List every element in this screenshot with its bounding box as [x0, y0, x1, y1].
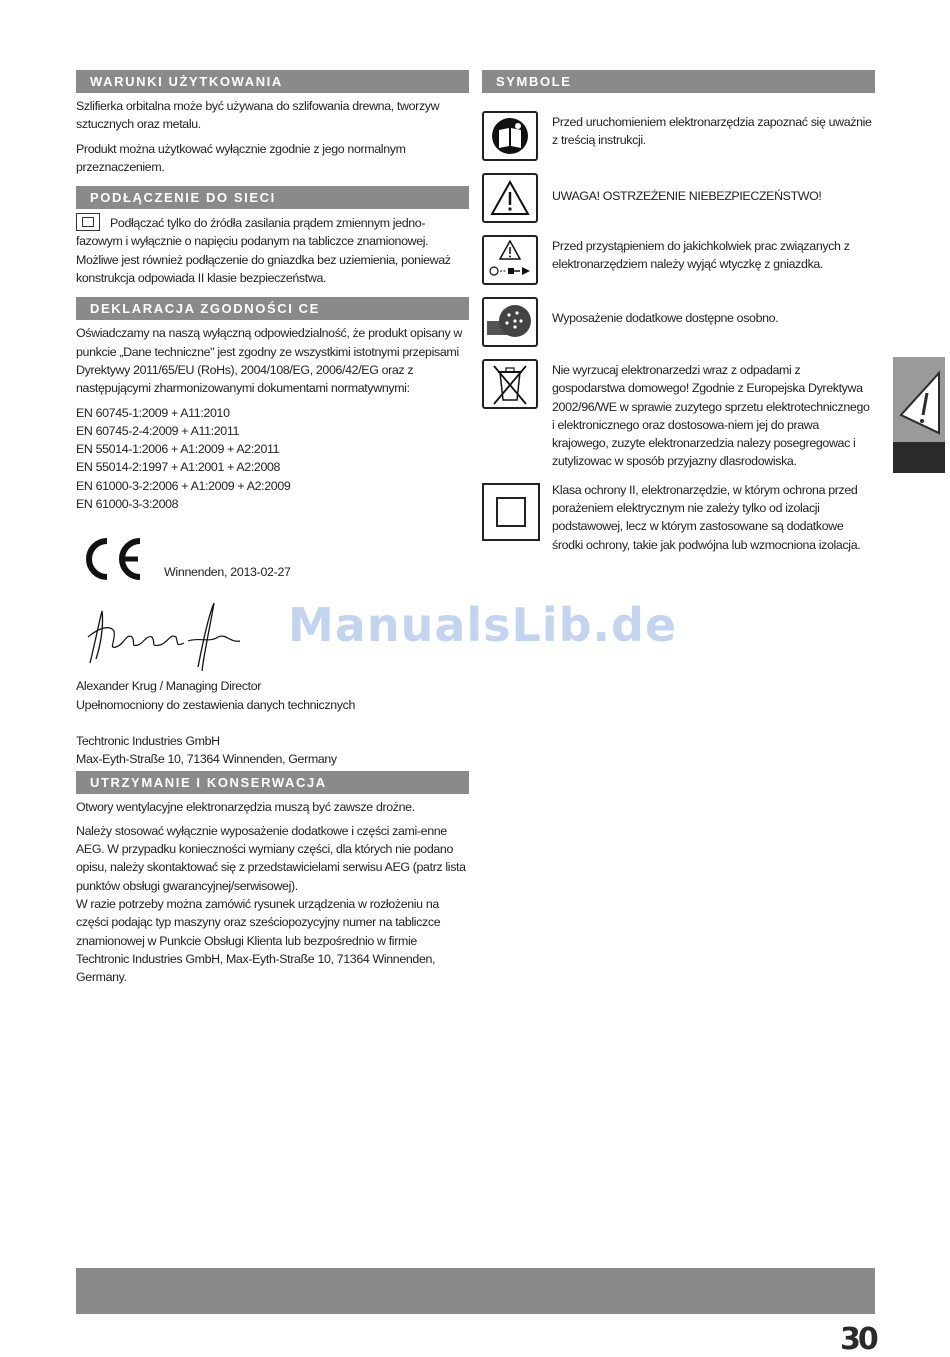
maintenance-paragraph-2: Należy stosować wyłącznie wyposażenie dodatkowe i części zami-enne AEG. W przypadku konieczności wymiany części, dla których nie podano opisu, należy skontaktować się z przedstawicielami serwisu AEG (patrz lista punktów obsługi gwarancyjnej/serwisowej). — [76, 823, 466, 893]
standards-list — [76, 404, 469, 514]
symbol-text: Przed przystąpieniem do jakichkolwiek prac związanych z elektronarzędziem należy wyjąć wtyczkę z gniazdka. — [552, 239, 850, 272]
maintenance-paragraph-1: Otwory wentylacyjne elektronarzędzia muszą być zawsze drożne. — [76, 799, 415, 814]
standard-item: EN 55014-1:2006 + A1:2009 + A2:2011 — [76, 442, 280, 457]
symbol-row — [482, 171, 875, 223]
conditions-paragraph-2: Produkt można użytkować wyłącznie zgodnie z jego normalnym przeznaczeniem. — [76, 141, 406, 174]
standard-item: EN 61000-3-2:2006 + A1:2009 + A2:2009 — [76, 478, 291, 493]
unplug-warning-icon — [482, 235, 538, 285]
side-tab-warning — [893, 357, 945, 442]
company-address: Max-Eyth-Straße 10, 71364 Winnenden, Germany — [76, 752, 337, 767]
side-tab — [893, 357, 945, 473]
warning-triangle-icon — [482, 173, 538, 223]
ce-row — [76, 535, 469, 595]
symbol-text: Przed uruchomieniem elektronarzędzia zapoznać się uważnie z treścią instrukcji. — [552, 115, 872, 148]
symbol-row — [482, 109, 875, 161]
right-column — [482, 70, 875, 564]
class-ii-small-icon — [76, 213, 100, 231]
section-heading-conditions: WARUNKI UŻYTKOWANIA — [76, 70, 469, 93]
symbol-row — [482, 233, 875, 285]
symbol-text: UWAGA! OSTRZEŻENIE NIEBEZPIECZEŃSTWO! — [552, 189, 822, 203]
mains-paragraph-text: Podłączać tylko do źródła zasilania prądem zmiennym jedno-fazowym i wyłącznie o napięciu podanym na tabliczce znamionowej. Możliwe jest również podłączenie do gniazdka bez uziemienia, ponieważ konstrukcja odpowiada II klasie bezpieczeństwa. — [76, 216, 451, 286]
section-heading-declaration: DEKLARACJA ZGODNOŚCI CE — [76, 297, 469, 320]
watermark: ManualsLib.de — [288, 598, 678, 652]
accessories-icon — [482, 297, 538, 347]
symbol-row — [482, 295, 875, 347]
standard-item: EN 60745-2-4:2009 + A11:2011 — [76, 423, 240, 438]
place-date: Winnenden, 2013-02-27 — [164, 565, 291, 580]
section-heading-maintenance: UTRZYMANIE I KONSERWACJA — [76, 771, 469, 794]
standard-item: EN 60745-1:2009 + A11:2010 — [76, 405, 230, 420]
signature-image — [80, 597, 250, 677]
signer-name: Alexander Krug / Managing Director — [76, 679, 262, 694]
read-manual-icon — [482, 111, 538, 161]
footer-bar — [76, 1268, 875, 1314]
warning-triangle-icon — [893, 357, 945, 442]
maintenance-paragraph-3: W razie potrzeby można zamówić rysunek urządzenia w rozłożeniu na części podając typ maszyny oraz sześciopozycyjny numer na tabliczce znamionowej w Punkcie Obsługi Klienta lub bezpośrednio w firmie Techtronic Industries GmbH, Max-Eyth-Straße 10, 71364 Winnenden, Germany. — [76, 897, 441, 985]
declaration-paragraph: Oświadczamy na naszą wyłączną odpowiedzialność, że produkt opisany w punkcie „Dane techniczne" jest zgodny ze wszystkimi istotnymi przepisami Dyrektywy 2011/65/EU (RoHs), 2004/108/EG, 2006/42/EG oraz z następującymi zharmonizowanymi dokumentami normatywnymi: — [76, 326, 462, 396]
signer-role: Upełnomocniony do zestawienia danych technicznych — [76, 697, 356, 712]
symbol-text: Wyposażenie dodatkowe dostępne osobno. — [552, 311, 779, 325]
page-number: 30 — [840, 1322, 876, 1357]
company-name: Techtronic Industries GmbH — [76, 733, 220, 748]
standard-item: EN 55014-2:1997 + A1:2001 + A2:2008 — [76, 460, 281, 475]
ce-mark-icon — [80, 535, 146, 583]
symbol-row — [482, 357, 875, 471]
mains-paragraph — [76, 213, 469, 287]
section-heading-mains: PODŁĄCZENIE DO SIECI — [76, 186, 469, 209]
symbol-row — [482, 481, 875, 554]
symbol-text: Nie wyrzucaj elektronarzedzi wraz z odpadami z gospodarstwa domowego! Zgodnie z Europejska Dyrektywa 2002/96/WE w sprawie zuzytego sprzetu elektrotechnicznego i elektronicznego oraz dostosowa-niem jej do prawa krajowego, zuzyte elektronarzedzia nalezy posegregowac i zutylizowac w sposób przyjazny dlasrodowiska. — [552, 363, 870, 469]
section-heading-symbols: SYMBOLE — [482, 70, 875, 93]
standard-item: EN 61000-3-3:2008 — [76, 497, 179, 512]
left-column — [76, 70, 469, 993]
class-ii-icon — [482, 483, 540, 541]
conditions-paragraph-1: Szlifierka orbitalna może być używana do szlifowania drewna, tworzyw sztucznych oraz metalu. — [76, 99, 440, 132]
symbol-text: Klasa ochrony II, elektronarzędzie, w którym ochrona przed porażeniem elektrycznym nie zależy tylko od izolacji podstawowej, lecz w którym zastosowane są dodatkowe środki ochrony, takie jak podwójna lub wzmocniona izolacja. — [552, 482, 861, 552]
weee-bin-icon — [482, 359, 538, 409]
